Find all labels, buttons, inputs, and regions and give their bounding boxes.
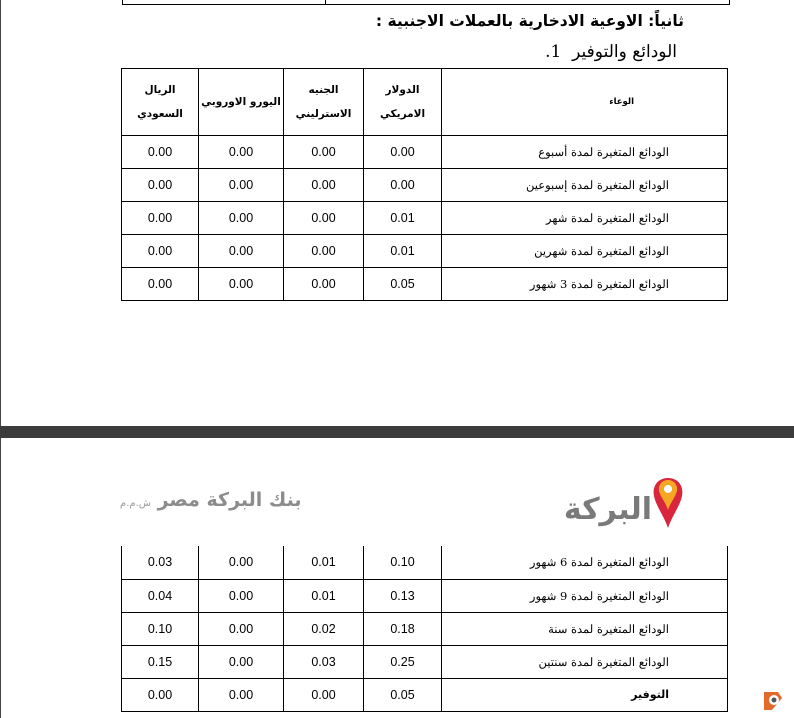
header-sar: الريال السعودي (122, 69, 199, 136)
row-eur: 0.00 (199, 169, 284, 202)
bank-name (120, 489, 302, 511)
table-row (122, 678, 728, 711)
row-eur: 0.00 (199, 546, 284, 579)
logo-text: البركة (563, 492, 652, 527)
albaraka-logo-icon (556, 476, 688, 532)
row-usd: 0.18 (364, 612, 442, 645)
row-sar: 0.10 (122, 612, 199, 645)
sub-heading (545, 42, 677, 62)
row-gbp: 0.03 (284, 645, 364, 678)
viewer-badge-icon[interactable] (760, 688, 786, 714)
row-gbp: 0.01 (284, 579, 364, 612)
row-type: الودائع المتغيرة لمدة 9 شهور (442, 579, 728, 612)
row-usd: 0.01 (364, 235, 442, 268)
header-usd-line1: الدولار (385, 84, 420, 96)
deposit-rates-table-part1 (121, 68, 728, 301)
row-gbp: 0.00 (284, 169, 364, 202)
row-gbp: 0.00 (284, 136, 364, 169)
bank-name-suffix: ش.م.م (120, 498, 151, 509)
row-type: الودائع المتغيرة لمدة 3 شهور (442, 268, 728, 301)
row-usd: 0.13 (364, 579, 442, 612)
table-row (122, 235, 728, 268)
row-sar: 0.00 (122, 268, 199, 301)
row-eur: 0.00 (199, 612, 284, 645)
row-sar: 0.03 (122, 546, 199, 579)
logo-mark-icon (648, 476, 688, 530)
row-usd: 0.05 (364, 678, 442, 711)
row-gbp: 0.00 (284, 678, 364, 711)
row-eur: 0.00 (199, 235, 284, 268)
page-separator (0, 426, 794, 438)
row-usd: 0.10 (364, 546, 442, 579)
row-type: الودائع المتغيرة لمدة إسبوعين (442, 169, 728, 202)
header-usd-line2: الامريكي (379, 108, 426, 120)
row-usd: 0.00 (364, 136, 442, 169)
row-gbp: 0.01 (284, 546, 364, 579)
row-type: الودائع المتغيرة لمدة 6 شهور (442, 546, 728, 579)
row-type: الودائع المتغيرة لمدة شهر (442, 202, 728, 235)
row-usd: 0.00 (364, 169, 442, 202)
table-row (122, 268, 728, 301)
row-gbp: 0.00 (284, 202, 364, 235)
row-sar: 0.15 (122, 645, 199, 678)
row-gbp: 0.00 (284, 235, 364, 268)
row-sar: 0.00 (122, 235, 199, 268)
row-gbp: 0.00 (284, 268, 364, 301)
header-type: الوعاء (442, 69, 728, 136)
row-sar: 0.00 (122, 136, 199, 169)
table-row (122, 546, 728, 579)
header-eur: اليورو الاوروبي (199, 69, 284, 136)
row-eur: 0.00 (199, 268, 284, 301)
sub-heading-text: الودائع والتوفير (572, 42, 677, 62)
row-type: الودائع المتغيرة لمدة أسبوع (442, 136, 728, 169)
row-gbp: 0.02 (284, 612, 364, 645)
row-eur: 0.00 (199, 136, 284, 169)
bank-name-text: بنك البركة مصر (157, 489, 302, 511)
deposit-rates-table-part2 (121, 546, 728, 712)
row-sar: 0.00 (122, 169, 199, 202)
row-sar: 0.00 (122, 678, 199, 711)
row-usd: 0.01 (364, 202, 442, 235)
table-row (122, 202, 728, 235)
table-row (122, 645, 728, 678)
row-eur: 0.00 (199, 645, 284, 678)
row-sar: 0.04 (122, 579, 199, 612)
row-type: الودائع المتغيرة لمدة شهرين (442, 235, 728, 268)
row-sar: 0.00 (122, 202, 199, 235)
header-usd (364, 69, 442, 136)
row-eur: 0.00 (199, 202, 284, 235)
header-gbp-line2: الاسترليني (295, 108, 352, 120)
row-type: الودائع المتغيرة لمدة سنة (442, 612, 728, 645)
header-gbp-line1: الجنيه (308, 84, 339, 96)
table-row (122, 136, 728, 169)
row-usd: 0.05 (364, 268, 442, 301)
row-type: الودائع المتغيرة لمدة سنتين (442, 645, 728, 678)
row-usd: 0.25 (364, 645, 442, 678)
row-type: التوفير (442, 678, 728, 711)
row-eur: 0.00 (199, 579, 284, 612)
previous-table-bottom (122, 0, 730, 5)
table-header-row (122, 69, 728, 136)
header-gbp (284, 69, 364, 136)
table-row (122, 612, 728, 645)
section-heading: ثانياً: الاوعية الادخارية بالعملات الاجنبية : (375, 12, 684, 30)
table-row (122, 169, 728, 202)
row-eur: 0.00 (199, 678, 284, 711)
sub-heading-number: 1. (545, 42, 562, 62)
table-row (122, 579, 728, 612)
